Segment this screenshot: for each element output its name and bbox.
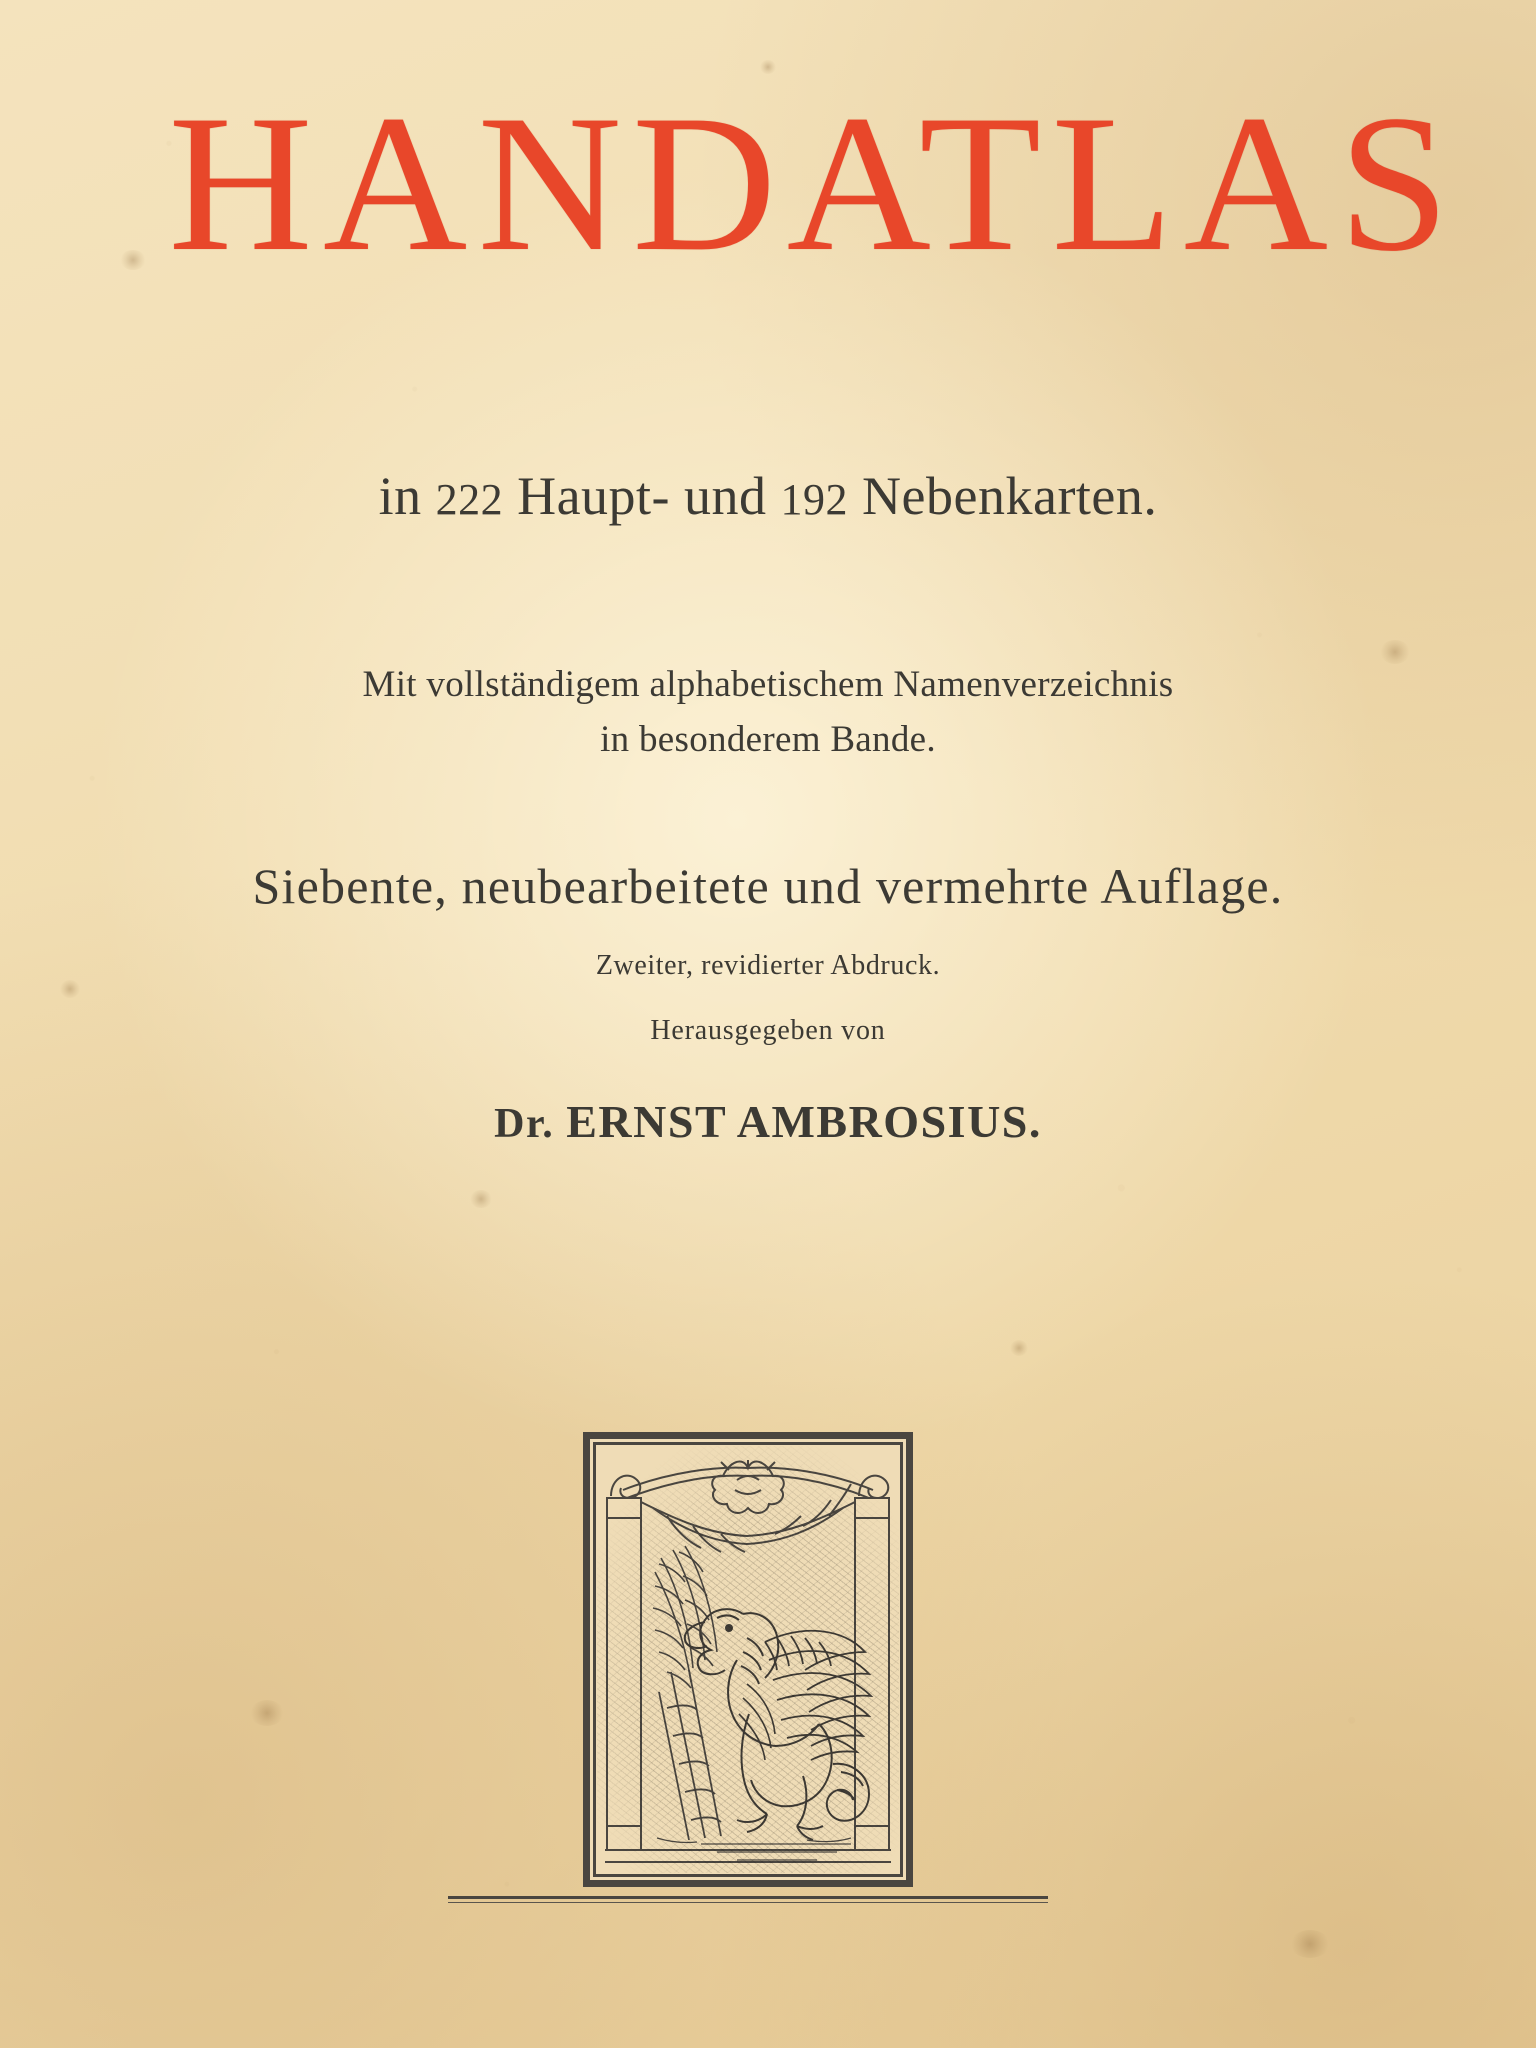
subtitle-line	[0, 465, 1536, 527]
subtitle-suffix: Nebenkarten.	[848, 466, 1158, 526]
age-spot	[760, 60, 776, 74]
secondary-map-count: 192	[780, 475, 849, 524]
age-spot	[470, 1190, 492, 1208]
index-note-line-1: Mit vollständigem alphabetischem Namenverzeichnis	[362, 664, 1174, 705]
vignette-base-rule-thin	[448, 1902, 1048, 1903]
page-title: HANDATLAS	[168, 86, 1460, 286]
age-spot	[1290, 1930, 1330, 1958]
printing-statement: Zweiter, revidierter Abdruck.	[595, 950, 941, 981]
age-spot	[60, 980, 80, 998]
editor-fullname: ERNST AMBROSIUS.	[566, 1096, 1042, 1147]
main-map-count: 222	[435, 475, 504, 524]
edition-statement: Siebente, neubearbeitete und vermehrte Auflage.	[252, 858, 1284, 914]
subtitle-middle: Haupt- und	[503, 466, 781, 526]
index-note-line-2: in besonderem Bande.	[600, 719, 936, 760]
age-spot	[1010, 1340, 1028, 1356]
title-headline-area	[0, 86, 1536, 286]
engraving-hatch-texture	[597, 1446, 899, 1873]
edited-by-label: Herausgegeben von	[650, 1015, 886, 1046]
subtitle-prefix: in	[378, 466, 436, 526]
editor-name	[0, 1095, 1536, 1148]
age-spot	[250, 1700, 284, 1726]
vignette-base-rule	[448, 1896, 1048, 1899]
editor-title-prefix: Dr.	[494, 1101, 567, 1147]
griffin-printers-mark-icon	[583, 1432, 913, 1887]
age-spot	[1380, 640, 1410, 664]
